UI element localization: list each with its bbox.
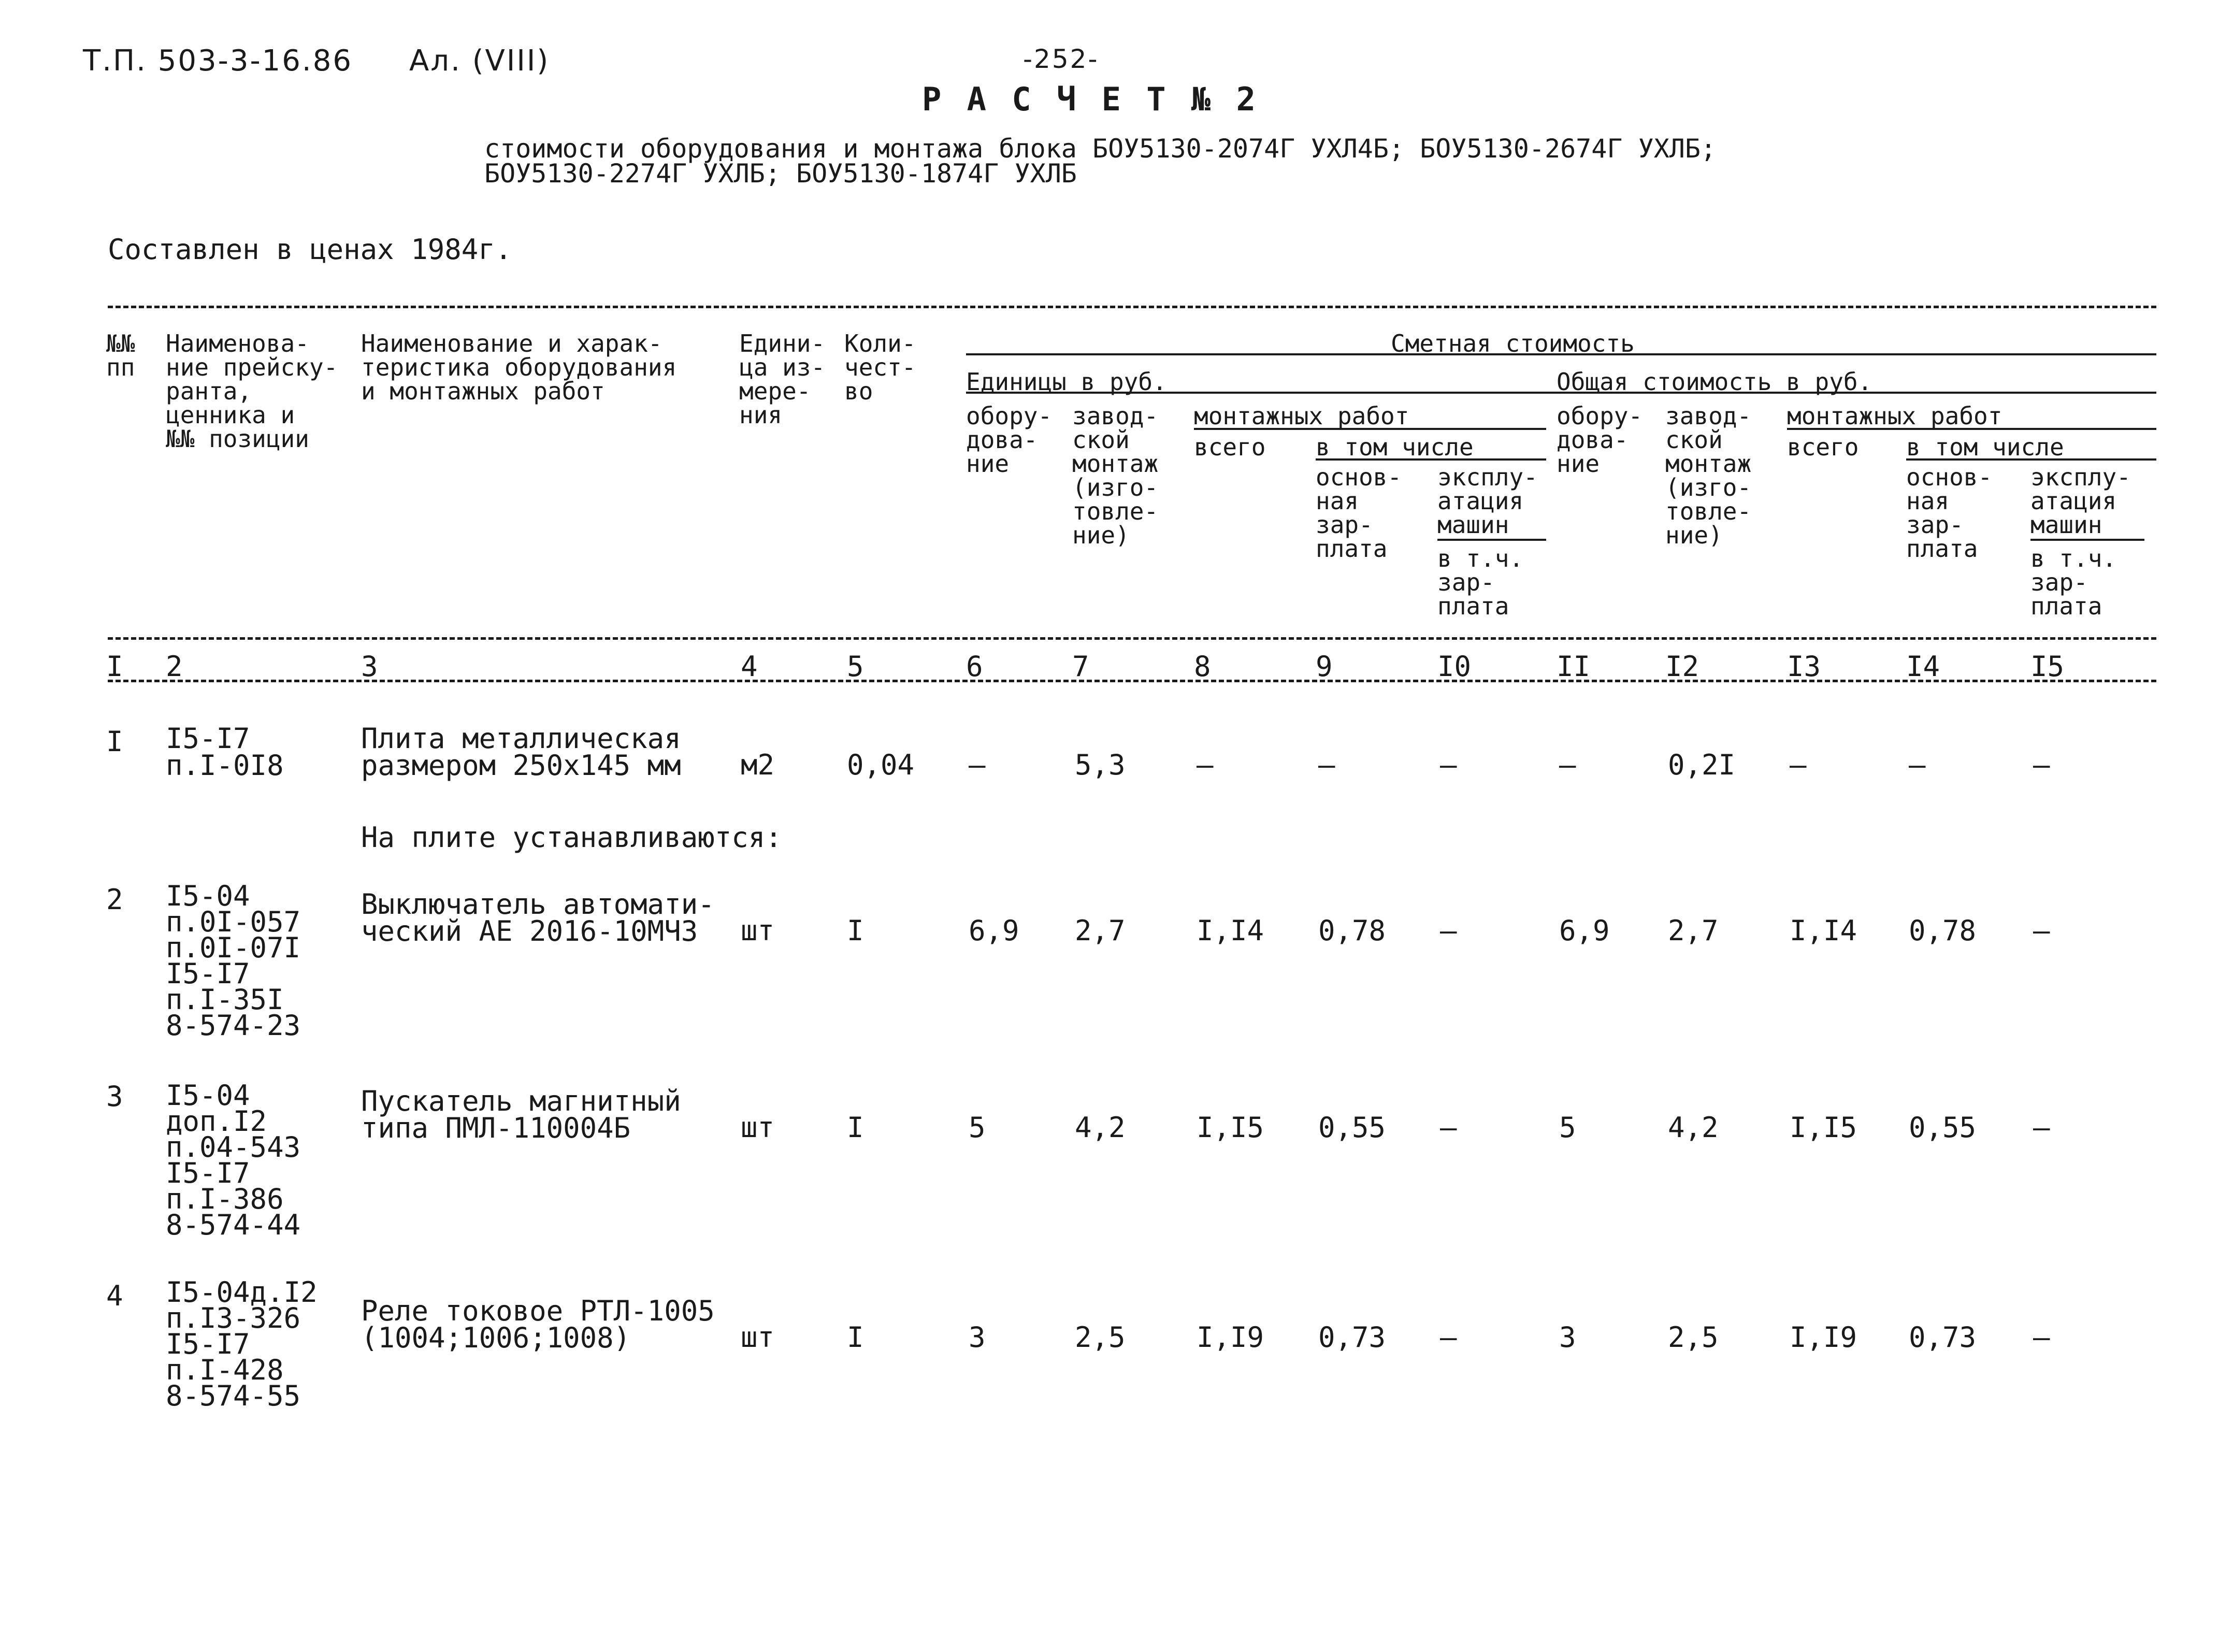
row-name: Реле токовое РТЛ-1005 (1004;1006;1008) [361,1295,715,1354]
header-osnov-1: основ- ная зар- плата [1316,463,1402,563]
row-c7: 2,7 [1075,914,1126,947]
title-line-1: стоимости оборудования и монтажа блока БОУ5130-2074Г УХЛ4Б; БОУ5130-2674Г УХЛБ; [484,134,1717,164]
row-name: Пускатель магнитный типа ПМЛ-110004Б [361,1085,681,1144]
row-number: 2 [106,883,123,916]
header-obshaya: Общая стоимость в руб. [1557,368,1872,396]
col-number: 9 [1316,650,1333,683]
header-montazh-2: монтажных работ [1787,402,2003,430]
col-number: I4 [1906,650,1940,683]
col-numbers-rule [108,680,2156,682]
col-number: 4 [741,650,758,683]
header-montazh-1: монтажных работ [1194,402,1409,430]
header-smetnaya: Сметная стоимость [1391,329,1635,357]
header-ekspl-tch-2: в т.ч. зар- плата [2030,544,2117,620]
col-number: I5 [2030,650,2065,683]
row-c14: 0,73 [1909,1321,1977,1354]
header-top-rule [108,306,2156,308]
row-number: I [106,725,123,758]
row-c12: 2,5 [1668,1321,1719,1354]
row-c14: 0,78 [1909,914,1977,947]
col-number: I0 [1437,650,1472,683]
header-ekspl-1: эксплу- атация машин [1437,463,1538,539]
row-qty: I [847,914,864,947]
header-vtom-2: в том числе [1906,433,2064,461]
row-c9: – [1318,749,1335,781]
row-code: I5-04 доп.I2 п.04-543 I5-I7 п.I-386 8-574-44 [166,1079,301,1241]
row-c13: – [1790,749,1807,781]
row-c12: 2,7 [1668,914,1719,947]
row-c9: 0,55 [1318,1111,1386,1144]
col-number: 7 [1072,650,1089,683]
row-c7: 2,5 [1075,1321,1126,1354]
row-c15: – [2033,914,2050,947]
row-c13: I,I4 [1790,914,1857,947]
page-number: -252- [1023,44,1099,74]
title-line-2: БОУ5130-2274Г УХЛБ; БОУ5130-1874Г УХЛБ [484,159,1077,189]
row-code: I5-04д.I2 п.I3-326 I5-I7 п.I-428 8-574-55 [166,1276,318,1412]
row-code: I5-04 п.0I-057 п.0I-07I I5-I7 п.I-35I 8-574-23 [166,880,301,1042]
row-unit: м2 [741,749,775,781]
row-number: 4 [106,1280,123,1312]
row-c7: 4,2 [1075,1111,1126,1144]
col-number: I2 [1665,650,1699,683]
row-c6: 6,9 [969,914,1019,947]
header-zavod-2: завод- ской монтаж (изго- товле- ние) [1665,402,1752,549]
row-code: I5-I7 п.I-0I8 [166,722,284,782]
row-c11: – [1559,749,1576,781]
installed-note: На плите устанавливаются: [361,821,782,854]
row-c9: 0,73 [1318,1321,1386,1354]
col-number: I3 [1787,650,1821,683]
header-vtom-1: в том числе [1316,433,1474,461]
header-zavod-1: завод- ской монтаж (изго- товле- ние) [1072,402,1159,549]
row-c12: 0,2I [1668,749,1736,781]
row-c6: 3 [969,1321,986,1354]
header-oborud-2: обору- дова- ние [1557,402,1643,478]
header-name: Наименование и харак- теристика оборудования и монтажных работ [361,329,677,405]
row-qty: I [847,1321,864,1354]
row-c14: – [1909,749,1926,781]
row-c8: – [1197,749,1214,781]
row-name: Выключатель автомати- ческий АЕ 2016-10МЧЗ [361,888,715,947]
row-unit: шт [741,1111,775,1144]
row-qty: 0,04 [847,749,915,781]
ekspl-rule-2 [2030,539,2144,541]
row-unit: шт [741,1321,775,1354]
row-unit: шт [741,914,775,947]
ekspl-rule-1 [1437,539,1546,541]
header-number: №№ пп [106,329,135,381]
header-bottom-rule [108,637,2156,640]
col-number: 8 [1194,650,1211,683]
col-number: II [1557,650,1591,683]
row-c15: – [2033,749,2050,781]
header-vsego-2: всего [1787,433,1859,461]
row-c11: 6,9 [1559,914,1610,947]
header-edinitsy: Единицы в руб. [966,368,1167,396]
col-number: 6 [966,650,983,683]
header-qty: Коли- чест- во [844,329,916,405]
row-c13: I,I9 [1790,1321,1857,1354]
album-stamp: Ал. (VIII) [409,44,550,78]
prices-note: Составлен в ценах 1984г. [108,233,512,266]
row-c10: – [1440,1321,1457,1354]
series-stamp: Т.П. 503-3-16.86 [83,44,353,78]
row-c13: I,I5 [1790,1111,1857,1144]
row-c7: 5,3 [1075,749,1126,781]
row-c8: I,I9 [1197,1321,1264,1354]
document-heading: Р А С Ч Е Т № 2 [922,80,1259,118]
col-number: 2 [166,650,183,683]
row-c10: – [1440,914,1457,947]
col-number: I [106,650,123,683]
header-osnov-2: основ- ная зар- плата [1906,463,1993,563]
row-c15: – [2033,1321,2050,1354]
row-c10: – [1440,749,1457,781]
row-c15: – [2033,1111,2050,1144]
row-name: Плита металлическая размером 250х145 мм [361,722,681,782]
row-c11: 3 [1559,1321,1576,1354]
header-ekspl-tch-1: в т.ч. зар- плата [1437,544,1524,620]
row-c9: 0,78 [1318,914,1386,947]
header-unit: Едини- ца из- мере- ния [739,329,826,429]
row-c10: – [1440,1111,1457,1144]
row-qty: I [847,1111,864,1144]
row-c14: 0,55 [1909,1111,1977,1144]
header-pricelist: Наименова- ние прейску- ранта, ценника и №№ позиции [166,329,338,453]
row-c12: 4,2 [1668,1111,1719,1144]
row-c11: 5 [1559,1111,1576,1144]
header-oborud-1: обору- дова- ние [966,402,1053,478]
row-number: 3 [106,1080,123,1113]
header-vsego-1: всего [1194,433,1266,461]
row-c8: I,I5 [1197,1111,1264,1144]
row-c8: I,I4 [1197,914,1264,947]
row-c6: – [969,749,986,781]
row-c6: 5 [969,1111,986,1144]
header-ekspl-2: эксплу- атация машин [2030,463,2131,539]
col-number: 5 [847,650,864,683]
col-number: 3 [361,650,378,683]
